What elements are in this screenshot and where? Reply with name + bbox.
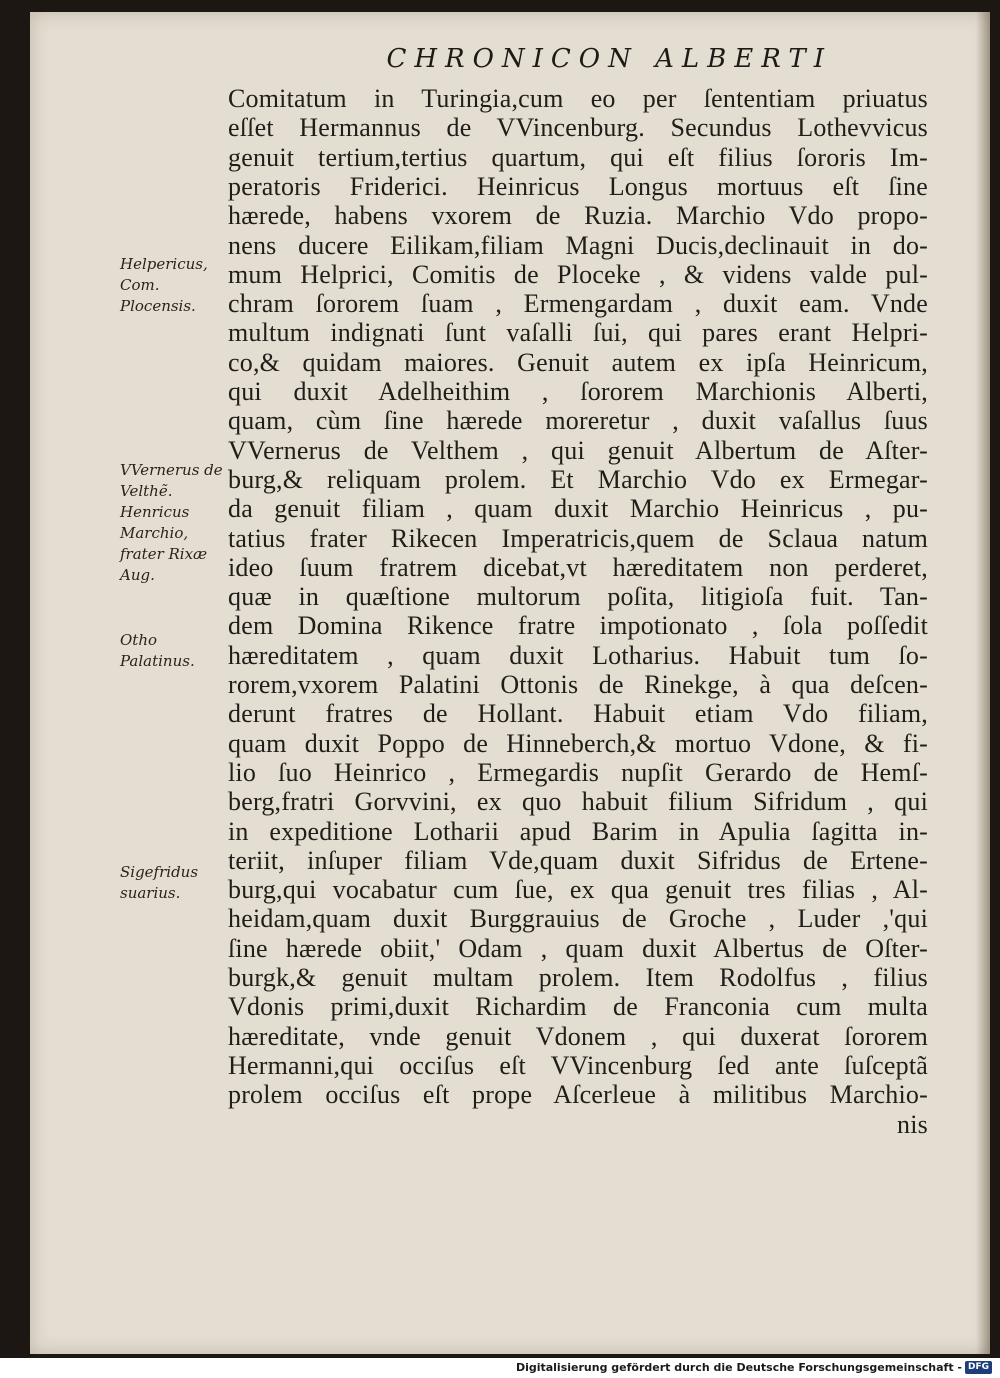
text-line: Hermanni,qui occiſus eſt VVincenburg ſed ante ſuſceptã	[228, 1050, 928, 1080]
text-line: ideo ſuum fratrem dicebat,vt hæreditatem non perderet,	[228, 552, 928, 582]
marginal-note: Sigefridus suarius.	[120, 863, 199, 902]
text-line: mum Helprici, Comitis de Ploceke , & videns valde pul-	[228, 259, 928, 289]
text-line: eſſet Hermannus de VVincenburg. Secundus Lothevvicus	[228, 113, 928, 143]
text-line: rorem,vxorem Palatini Ottonis de Rinekge, à qua deſcen-	[228, 670, 928, 699]
text-line: Vdonis primi,duxit Richardim de Franconia cum multa	[228, 992, 928, 1022]
running-head: CHRONICON ALBERTI	[386, 44, 832, 74]
text-line: quam duxit Poppo de Hinneberch,& mortuo Vdone, & fi-	[228, 728, 928, 758]
text-line: burgk,& genuit multam prolem. Item Rodolfus , filius	[228, 963, 928, 992]
marginal-note: Otho Palatinus.	[120, 631, 195, 670]
text-line: burg,& reliquam prolem. Et Marchio Vdo ex Ermegar-	[228, 464, 928, 494]
text-line: Comitatum in Turingia,cum eo per ſententiam priuatus	[228, 84, 928, 113]
text-line: nens ducere Eilikam,filiam Magni Ducis,declinauit in do-	[228, 230, 928, 260]
text-line: hærede, habens vxorem de Ruzia. Marchio Vdo propo-	[228, 201, 928, 231]
text-line: VVernerus de Velthem , qui genuit Albertum de Aſter-	[228, 435, 928, 465]
text-line: multum indignati ſunt vaſalli ſui, qui pares erant Helpri-	[228, 318, 928, 348]
text-line: quæ in quæſtione multorum poſita, litigioſa fuit. Tan-	[228, 582, 928, 612]
text-line: ſine hærede obiit,' Odam , quam duxit Albertus de Oſter-	[228, 933, 928, 963]
marginal-note: Helpericus, Com. Plocensis.	[120, 255, 208, 315]
text-line: prolem occiſus eſt prope Aſcerleue à militibus Marchio-	[228, 1080, 928, 1110]
text-line: teriit, inſuper filiam Vde,quam duxit Sifridus de Ertene-	[228, 845, 928, 875]
text-line: hæreditate, vnde genuit Vdonem , qui duxerat ſororem	[228, 1021, 928, 1051]
text-line: peratoris Friderici. Heinricus Longus mortuus eſt ſine	[228, 171, 928, 201]
text-line: dem Domina Rikence fratre impotionato , ſola poſſedit	[228, 611, 928, 641]
funding-credit: Digitalisierung gefördert durch die Deutsche Forschungsgemeinschaft -	[515, 1361, 962, 1374]
dfg-logo: DFG	[965, 1361, 992, 1374]
text-line: quam, cùm ſine hærede moreretur , duxit vaſallus ſuus	[228, 406, 928, 436]
text-line: chram ſororem ſuam , Ermengardam , duxit eam. Vnde	[228, 289, 928, 319]
text-line: da genuit filiam , quam duxit Marchio Heinricus , pu-	[228, 494, 928, 524]
text-line: genuit tertium,tertius quartum, qui eſt filius ſororis Im-	[228, 142, 928, 172]
text-line: burg,qui vocabatur cum ſue, ex qua genuit tres filias , Al-	[228, 875, 928, 905]
page-edge-shadow	[976, 12, 990, 1354]
text-line: lio ſuo Heinrico , Ermegardis nupſit Gerardo de Hemſ-	[228, 757, 928, 787]
text-line: qui duxit Adelheithim , ſororem Marchionis Alberti,	[228, 377, 928, 406]
text-line: nis	[897, 1109, 928, 1139]
text-line: co,& quidam maiores. Genuit autem ex ipſa Heinricum,	[228, 347, 928, 377]
text-line: heidam,quam duxit Burggrauius de Groche , Luder ,'qui	[228, 904, 928, 934]
text-line: in expeditione Lotharii apud Barim in Apulia ſagitta in-	[228, 816, 928, 846]
marginal-note: VVernerus de Velthẽ. Henricus Marchio, frater Rixæ Aug.	[120, 461, 223, 584]
text-line: tatius frater Rikecen Imperatricis,quem de Sclaua natum	[228, 523, 928, 553]
text-line: hæreditatem , quam duxit Lotharius. Habuit tum ſo-	[228, 640, 928, 670]
text-line: derunt fratres de Hollant. Habuit etiam Vdo filiam,	[228, 699, 928, 729]
text-line: berg,fratri Gorvvini, ex quo habuit filium Sifridum , qui	[228, 787, 928, 817]
